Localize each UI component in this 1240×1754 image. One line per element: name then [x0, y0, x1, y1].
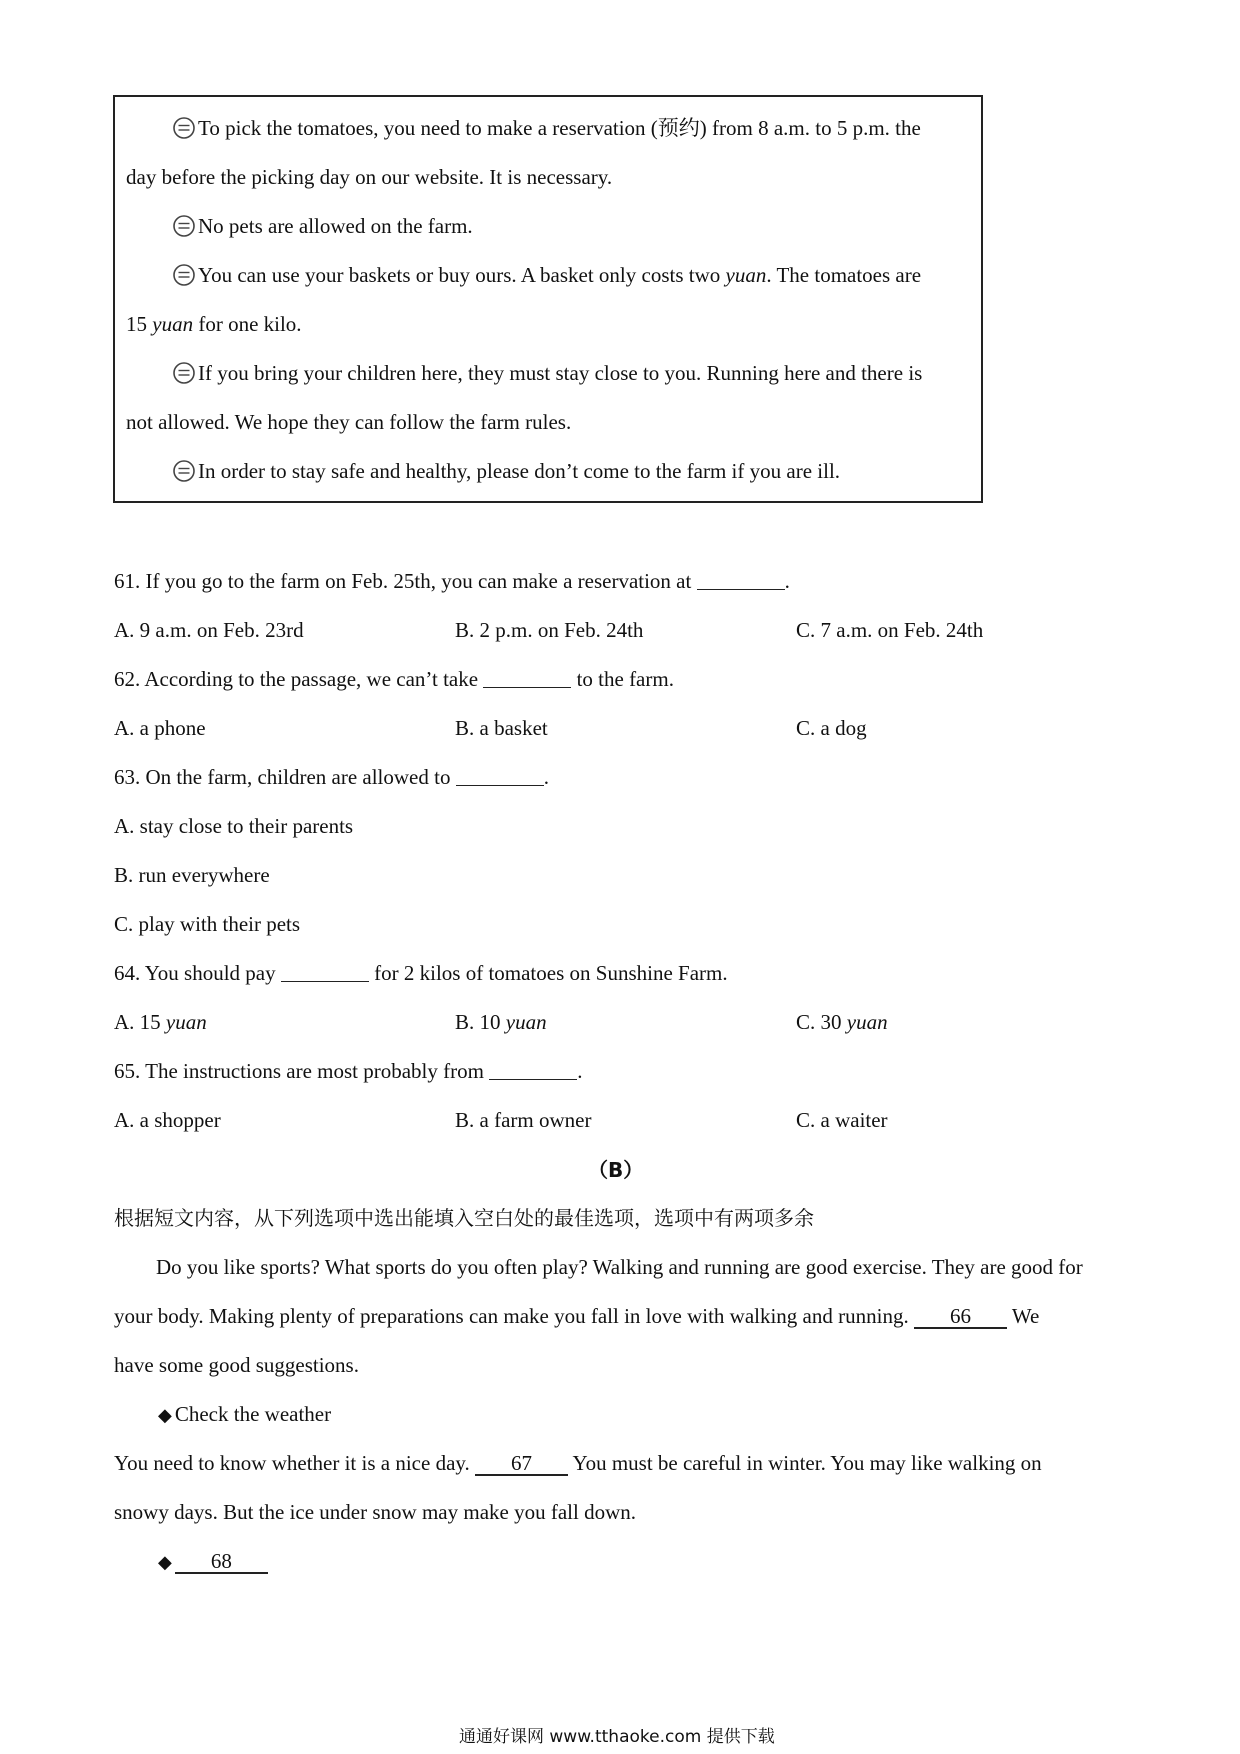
rule-1-line-1: To pick the tomatoes, you need to make a reservation (预约) from 8 a.m. to 5 p.m. the	[172, 115, 921, 141]
q64-option-c: C. 30 yuan	[796, 1010, 888, 1034]
passage-line-2: your body. Making plenty of preparations can make you fall in love with walking and running. 66 We	[114, 1304, 1040, 1328]
passage-line-5: snowy days. But the ice under snow may make you fall down.	[114, 1500, 636, 1524]
blank-66: 66	[914, 1305, 1007, 1329]
question-61: 61. If you go to the farm on Feb. 25th, you can make a reservation at .	[114, 569, 790, 593]
q65-option-b: B. a farm owner	[455, 1108, 592, 1132]
question-63: 63. On the farm, children are allowed to .	[114, 765, 549, 789]
rule-4-line-2: not allowed. We hope they can follow the farm rules.	[126, 410, 572, 434]
answer-blank	[697, 571, 785, 590]
rule-4-line-1: If you bring your children here, they must stay close to you. Running here and there is	[172, 360, 922, 386]
answer-blank	[456, 767, 544, 786]
passage-line-4: You need to know whether it is a nice day. 67 You must be careful in winter. You may like walking on	[114, 1451, 1042, 1475]
q63-option-c: C. play with their pets	[114, 912, 301, 936]
subheading-check-weather: ◆ Check the weather	[158, 1402, 332, 1426]
q65-option-c: C. a waiter	[796, 1108, 888, 1132]
answer-blank	[483, 669, 571, 688]
farm-rules-box	[113, 95, 983, 503]
q62-option-b: B. a basket	[455, 716, 548, 740]
diamond-bullet-icon: ◆	[158, 1552, 172, 1573]
minus-circle-icon	[172, 361, 196, 385]
blank-68: 68	[175, 1550, 268, 1574]
rule-3-line-1: You can use your baskets or buy ours. A basket only costs two yuan. The tomatoes are	[172, 262, 921, 288]
passage-line-1: Do you like sports? What sports do you often play? Walking and running are good exercise. They are good for	[156, 1255, 1083, 1279]
question-65: 65. The instructions are most probably from .	[114, 1059, 583, 1083]
q61-option-c: C. 7 a.m. on Feb. 24th	[796, 618, 984, 642]
q63-option-a: A. stay close to their parents	[114, 814, 354, 838]
minus-circle-icon	[172, 459, 196, 483]
blank-67: 67	[475, 1452, 568, 1476]
question-62: 62. According to the passage, we can’t take to the farm.	[114, 667, 674, 691]
q62-option-a: A. a phone	[114, 716, 206, 740]
answer-blank	[281, 963, 369, 982]
section-b-instruction: 根据短文内容，从下列选项中选出能填入空白处的最佳选项，选项中有两项多余	[114, 1206, 814, 1230]
page-footer: 通通好课网 www.tthaoke.com 提供下载	[459, 1727, 775, 1747]
passage-line-3: have some good suggestions.	[114, 1353, 359, 1377]
q65-option-a: A. a shopper	[114, 1108, 221, 1132]
question-64: 64. You should pay for 2 kilos of tomatoes on Sunshine Farm.	[114, 961, 728, 985]
rule-1-line-2: day before the picking day on our website. It is necessary.	[126, 165, 613, 189]
minus-circle-icon	[172, 116, 196, 140]
answer-blank	[489, 1061, 577, 1080]
rule-5: In order to stay safe and healthy, please don’t come to the farm if you are ill.	[172, 458, 840, 484]
section-b-heading: （B）	[588, 1158, 644, 1182]
minus-circle-icon	[172, 263, 196, 287]
minus-circle-icon	[172, 214, 196, 238]
q64-option-a: A. 15 yuan	[114, 1010, 207, 1034]
q62-option-c: C. a dog	[796, 716, 867, 740]
subheading-68	[158, 1548, 268, 1576]
q61-option-b: B. 2 p.m. on Feb. 24th	[455, 618, 644, 642]
rule-3-line-2: 15 yuan for one kilo.	[126, 312, 302, 336]
q63-option-b: B. run everywhere	[114, 863, 270, 887]
q64-option-b: B. 10 yuan	[455, 1010, 547, 1034]
diamond-bullet-icon: ◆	[158, 1405, 172, 1426]
rule-2: No pets are allowed on the farm.	[172, 213, 473, 239]
q61-option-a: A. 9 a.m. on Feb. 23rd	[114, 618, 304, 642]
